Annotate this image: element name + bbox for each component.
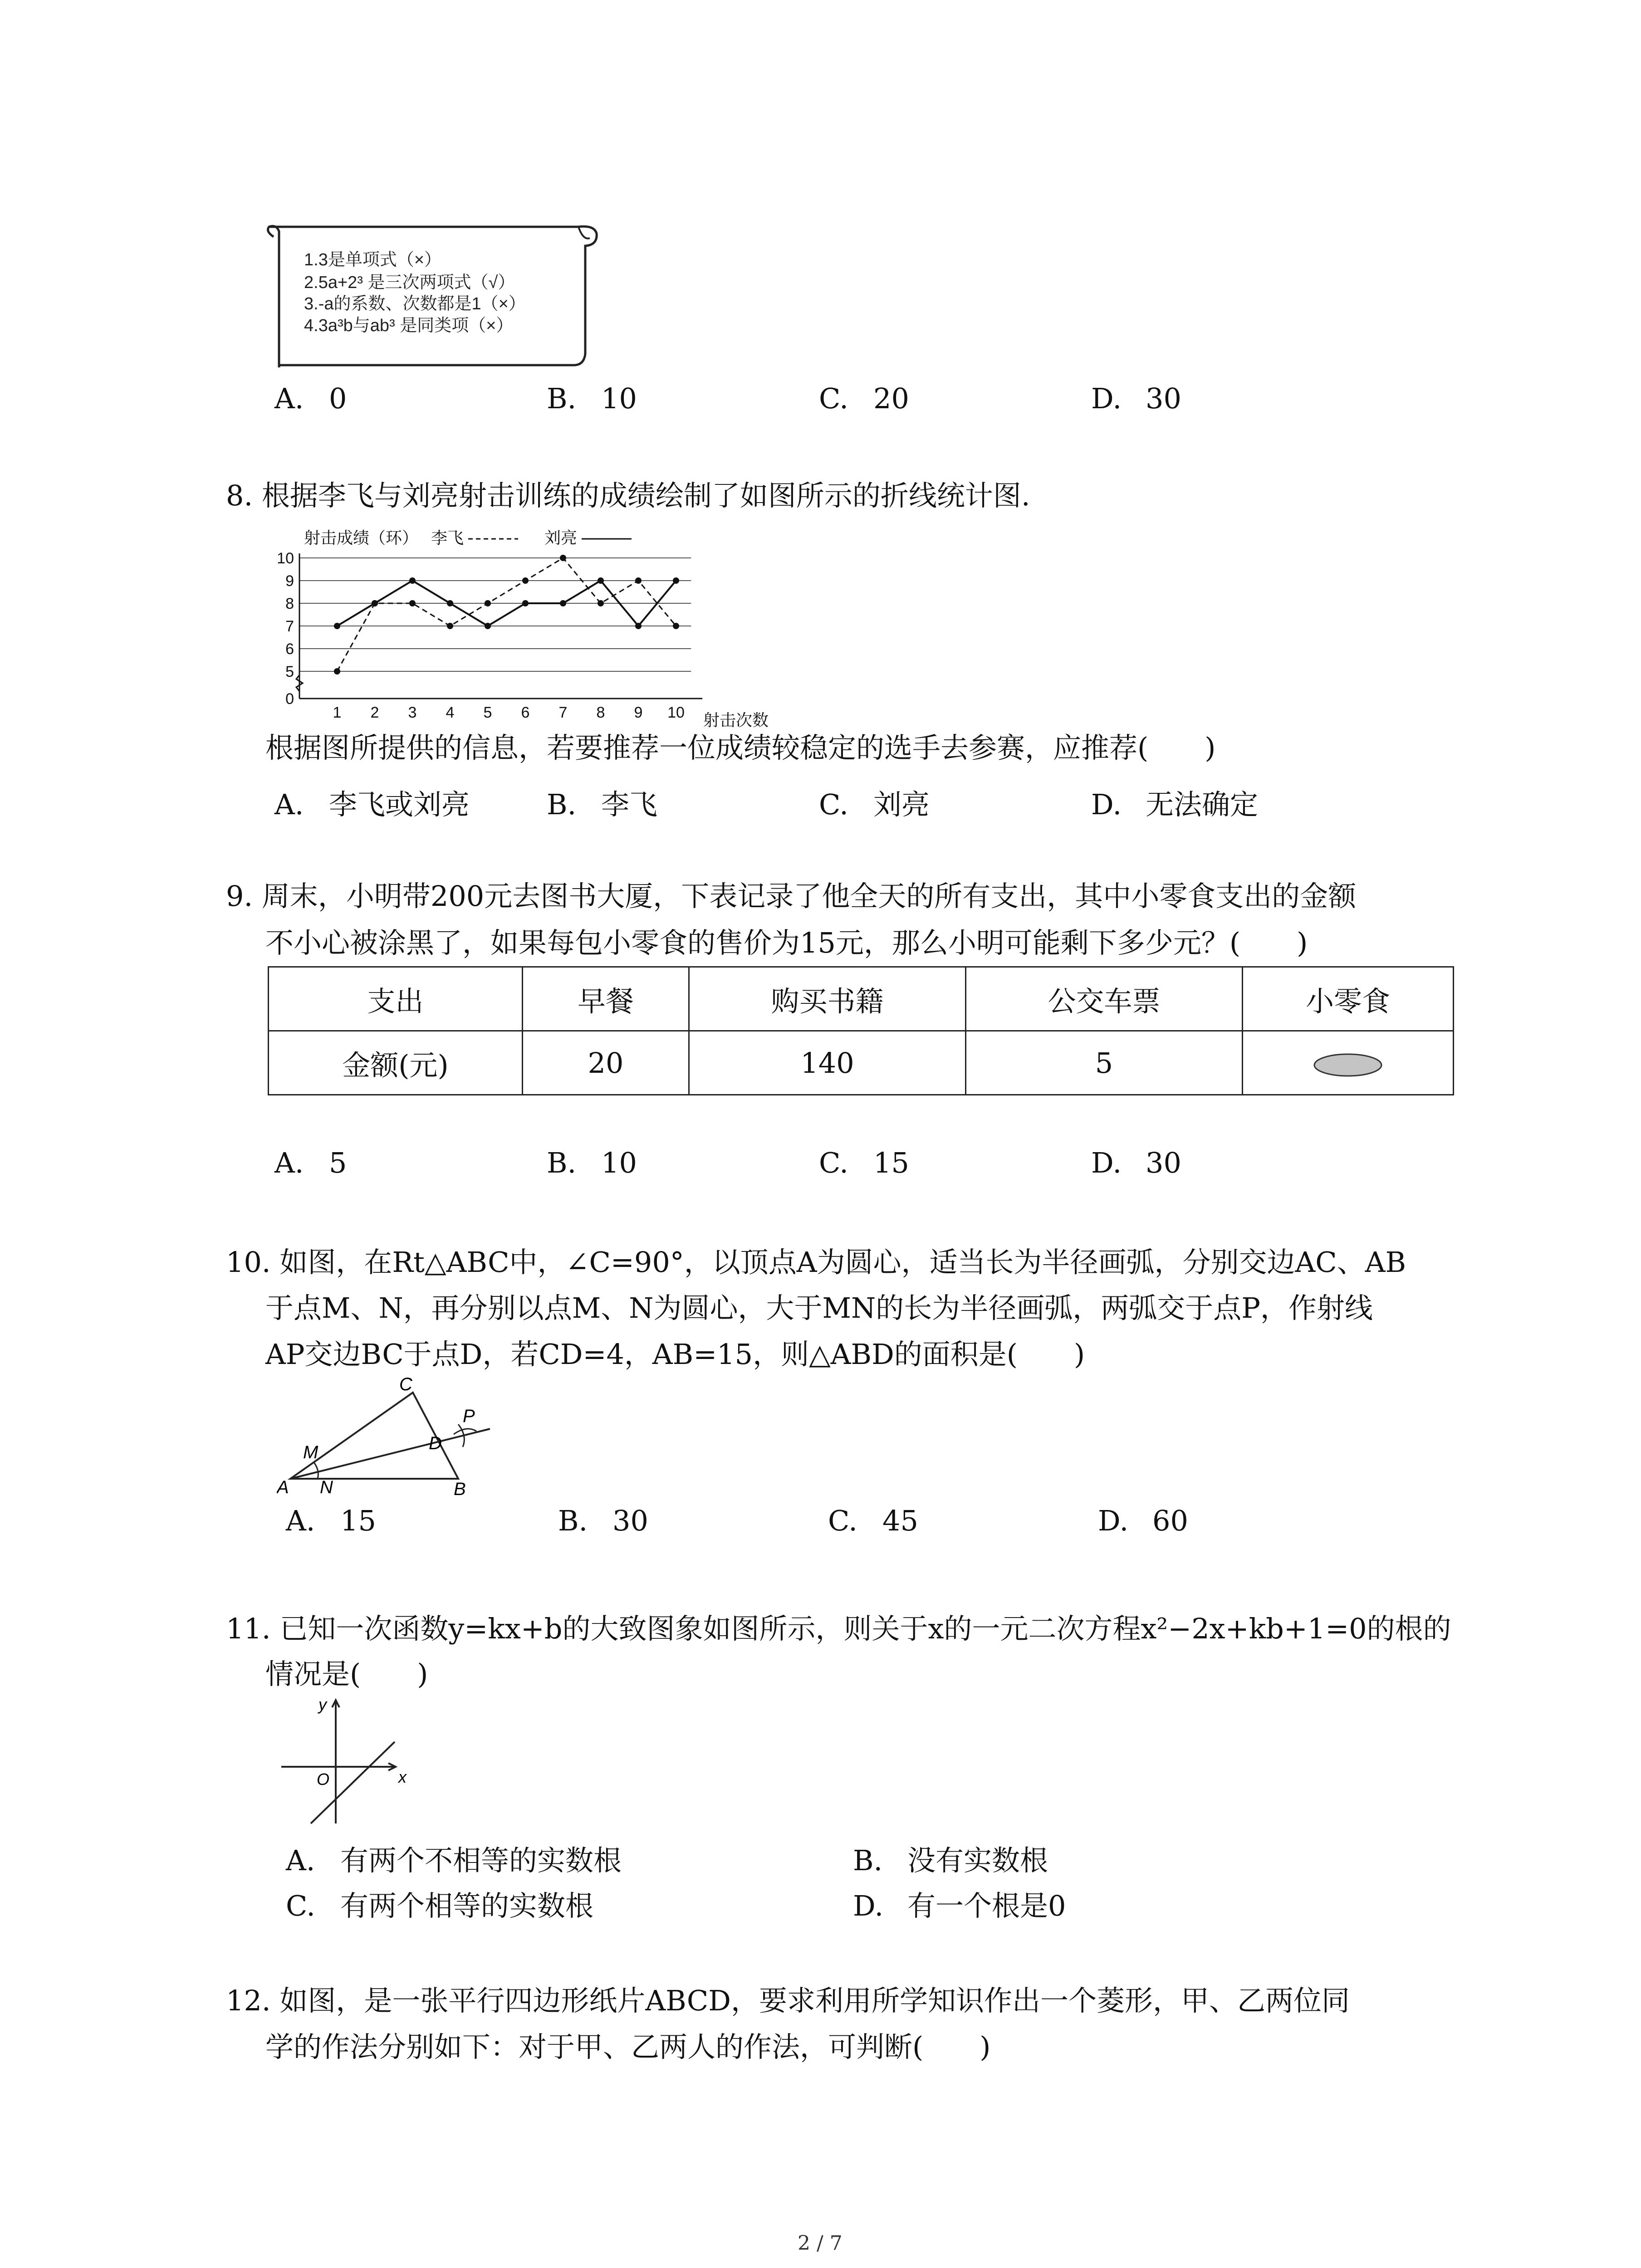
option-label: A.	[286, 1504, 315, 1537]
option-label: D.	[853, 1889, 884, 1922]
option-text: 30	[1146, 1146, 1181, 1179]
q11-stem-line-2: 情况是( )	[265, 1657, 428, 1691]
option-text: 20	[873, 382, 909, 415]
q12-stem-line-1	[226, 1984, 1350, 2017]
option-text: 10	[601, 382, 637, 415]
expense-table	[268, 966, 1454, 1095]
ray-ap	[290, 1429, 490, 1479]
option-label: A.	[274, 382, 304, 415]
chart-y-tick-label: 9	[285, 572, 294, 590]
table-header: 支出	[269, 967, 523, 1031]
chart-x-tick-label: 9	[634, 704, 643, 721]
question-stem: 已知一次函数y=kx+b的大致图象如图所示，则关于x的一元二次方程x²−2x+kb+1=0的根的	[279, 1612, 1451, 1645]
point-label-b: B	[454, 1479, 466, 1497]
chart-x-tick-label: 4	[446, 704, 455, 721]
chart-data-point	[409, 577, 416, 584]
chart-data-point	[447, 600, 453, 606]
option-text: 刘亮	[873, 788, 930, 821]
chart-y-tick-label: 5	[285, 663, 294, 680]
q10-option-b[interactable]	[558, 1504, 648, 1537]
q7-option-b[interactable]	[547, 382, 637, 415]
point-label-a: A	[277, 1477, 289, 1497]
chart-y-tick-label: 8	[285, 595, 294, 612]
chart-y-tick-label: 10	[277, 550, 294, 567]
chart-data-point	[673, 623, 679, 629]
q11-option-c[interactable]	[286, 1883, 593, 1924]
chart-y-tick-label: 6	[285, 640, 294, 658]
chart-data-point	[522, 600, 529, 606]
scroll-line-1: 1.3是单项式（×）	[304, 250, 442, 269]
option-label: D.	[1091, 788, 1122, 821]
table-cell-blackout	[1243, 1031, 1454, 1095]
chart-data-point	[560, 600, 566, 606]
option-label: C.	[828, 1504, 857, 1537]
chart-y-axis-label: 射击成绩（环）	[304, 528, 419, 547]
option-label: C.	[819, 788, 848, 821]
scroll-line-2: 2.5a+2³ 是三次两项式（√）	[304, 273, 515, 292]
table-header: 早餐	[523, 967, 689, 1031]
chart-data-point	[485, 600, 491, 606]
scroll-figure	[261, 213, 606, 370]
chart-data-point	[334, 623, 340, 629]
option-text: 没有实数根	[907, 1844, 1048, 1877]
option-text: 10	[601, 1146, 637, 1179]
chart-data-point	[560, 555, 566, 561]
option-label: A.	[274, 788, 304, 821]
option-label: C.	[819, 382, 848, 415]
q11-option-a[interactable]	[286, 1838, 622, 1878]
page-number: 2 / 7	[798, 2232, 843, 2255]
triangle-figure	[277, 1374, 513, 1497]
q8-option-a[interactable]	[274, 782, 470, 822]
table-cell: 140	[689, 1031, 966, 1095]
question-number: 10.	[226, 1246, 271, 1279]
q8-option-c[interactable]	[819, 782, 930, 822]
chart-y-tick-label: 0	[285, 690, 294, 708]
question-stem: 如图，是一张平行四边形纸片ABCD，要求利用所学知识作出一个菱形，甲、乙两位同	[279, 1984, 1350, 2017]
point-label-m: M	[303, 1442, 318, 1462]
question-stem: 周末，小明带200元去图书大厦，下表记录了他全天的所有支出，其中小零食支出的金额	[261, 880, 1357, 913]
option-text: 无法确定	[1146, 788, 1259, 821]
question-number: 12.	[226, 1984, 271, 2017]
option-text: 30	[612, 1504, 648, 1537]
chart-x-tick-label: 3	[408, 704, 417, 721]
option-text: 李飞或刘亮	[329, 788, 470, 821]
q11-option-b[interactable]	[853, 1838, 1048, 1878]
option-text: 5	[329, 1146, 347, 1179]
chart-data-point	[447, 623, 453, 629]
question-stem: 如图，在Rt△ABC中，∠C=90°，以顶点A为圆心，适当长为半径画弧，分别交边AC、AB	[279, 1246, 1406, 1279]
table-cell: 20	[523, 1031, 689, 1095]
option-text: 0	[329, 382, 347, 415]
q10-option-c[interactable]	[828, 1504, 918, 1537]
option-label: A.	[286, 1844, 315, 1877]
option-label: B.	[558, 1504, 588, 1537]
q9-option-b[interactable]	[547, 1146, 637, 1179]
q10-stem-line-1	[226, 1246, 1406, 1279]
question-number: 9.	[226, 880, 253, 913]
option-text: 60	[1152, 1504, 1188, 1537]
option-text: 有两个相等的实数根	[340, 1889, 594, 1922]
chart-x-tick-label: 7	[558, 704, 568, 721]
origin-label: O	[317, 1770, 330, 1789]
option-text: 45	[882, 1504, 918, 1537]
option-label: D.	[1091, 1146, 1122, 1179]
chart-x-tick-label: 6	[521, 704, 530, 721]
chart-data-point	[372, 600, 378, 606]
table-row	[269, 967, 1454, 1031]
option-label: C.	[286, 1889, 315, 1922]
q9-option-c[interactable]	[819, 1146, 909, 1179]
q9-stem-line-2: 不小心被涂黑了，如果每包小零食的售价为15元，那么小明可能剩下多少元？( )	[265, 926, 1308, 959]
option-label: D.	[1098, 1504, 1129, 1537]
chart-data-point	[485, 623, 491, 629]
table-header: 公交车票	[966, 967, 1243, 1031]
q10-stem-line-2: 于点M、N，再分别以点M、N为圆心，大于MN的长为半径画弧，两弧交于点P，作射线	[265, 1291, 1373, 1325]
chart-data-point	[334, 668, 340, 675]
option-text: 有一个根是0	[907, 1889, 1066, 1922]
q7-option-a[interactable]	[274, 382, 347, 415]
chart-x-tick-label: 10	[667, 704, 685, 721]
q10-option-a[interactable]	[286, 1504, 376, 1537]
q11-option-d[interactable]	[853, 1883, 1066, 1924]
option-label: A.	[274, 1146, 304, 1179]
point-label-c: C	[399, 1374, 412, 1394]
option-text: 15	[340, 1504, 376, 1537]
chart-data-point	[598, 600, 604, 606]
q9-option-d[interactable]	[1091, 1146, 1181, 1179]
chart-x-tick-label: 5	[483, 704, 492, 721]
option-label: B.	[547, 1146, 577, 1179]
chart-x-axis-label: 射击次数	[703, 711, 769, 729]
table-row-label: 金额(元)	[269, 1031, 523, 1095]
option-label: C.	[819, 1146, 848, 1179]
table-header: 小零食	[1243, 967, 1454, 1031]
chart-x-tick-label: 8	[596, 704, 605, 721]
q8-question: 根据图所提供的信息，若要推荐一位成绩较稳定的选手去参赛，应推荐( )	[265, 731, 1216, 764]
option-label: B.	[547, 382, 577, 415]
chart-data-point	[522, 577, 529, 584]
chart-legend-label: 刘亮	[544, 528, 578, 547]
scroll-line-4: 4.3a³b与ab³ 是同类项（×）	[304, 316, 514, 335]
table-header: 购买书籍	[689, 967, 966, 1031]
point-label-n: N	[320, 1477, 333, 1497]
x-axis-label: x	[398, 1768, 407, 1786]
q10-option-d[interactable]	[1098, 1504, 1188, 1537]
option-text: 李飞	[601, 788, 658, 821]
q10-stem-line-3: AP交边BC于点D，若CD=4，AB=15，则△ABD的面积是( )	[265, 1338, 1085, 1371]
question-number: 11.	[226, 1612, 271, 1645]
question-number: 8.	[226, 479, 253, 512]
chart-data-point	[409, 600, 416, 606]
scroll-line-3: 3.-a的系数、次数都是1（×）	[304, 294, 526, 313]
q8-stem	[226, 479, 1030, 512]
option-label: B.	[547, 788, 577, 821]
option-text: 15	[873, 1146, 909, 1179]
option-label: B.	[853, 1844, 883, 1877]
q9-stem-line-1	[226, 880, 1357, 913]
chart-data-point	[673, 577, 679, 584]
chart-legend-label: 李飞	[431, 528, 464, 547]
q8-option-b[interactable]	[547, 782, 657, 822]
chart-data-point	[598, 577, 604, 584]
point-label-p: P	[463, 1406, 475, 1426]
chart-x-tick-label: 2	[370, 704, 379, 721]
table-row	[269, 1031, 1454, 1095]
arc-mn	[314, 1462, 318, 1479]
q11-stem-line-1	[226, 1612, 1451, 1645]
chart-data-point	[635, 577, 642, 584]
q7-option-d[interactable]	[1091, 382, 1181, 415]
q9-option-a[interactable]	[274, 1146, 347, 1179]
blackout-ellipse	[1312, 1051, 1384, 1079]
y-axis-label: y	[318, 1695, 327, 1714]
point-label-d: D	[429, 1433, 442, 1453]
linear-function-graph	[277, 1692, 422, 1828]
q8-option-d[interactable]	[1091, 782, 1258, 822]
question-stem: 根据李飞与刘亮射击训练的成绩绘制了如图所示的折线统计图.	[261, 479, 1030, 512]
table-cell: 5	[966, 1031, 1243, 1095]
chart-data-point	[635, 623, 642, 629]
q7-option-c[interactable]	[819, 382, 909, 415]
option-text: 30	[1146, 382, 1181, 415]
chart-y-tick-label: 7	[285, 618, 294, 635]
chart-x-tick-label: 1	[333, 704, 342, 721]
option-label: D.	[1091, 382, 1122, 415]
shooting-line-chart	[277, 517, 803, 730]
option-text: 有两个不相等的实数根	[340, 1844, 622, 1877]
q12-stem-line-2: 学的作法分别如下：对于甲、乙两人的作法，可判断( )	[265, 2030, 991, 2063]
